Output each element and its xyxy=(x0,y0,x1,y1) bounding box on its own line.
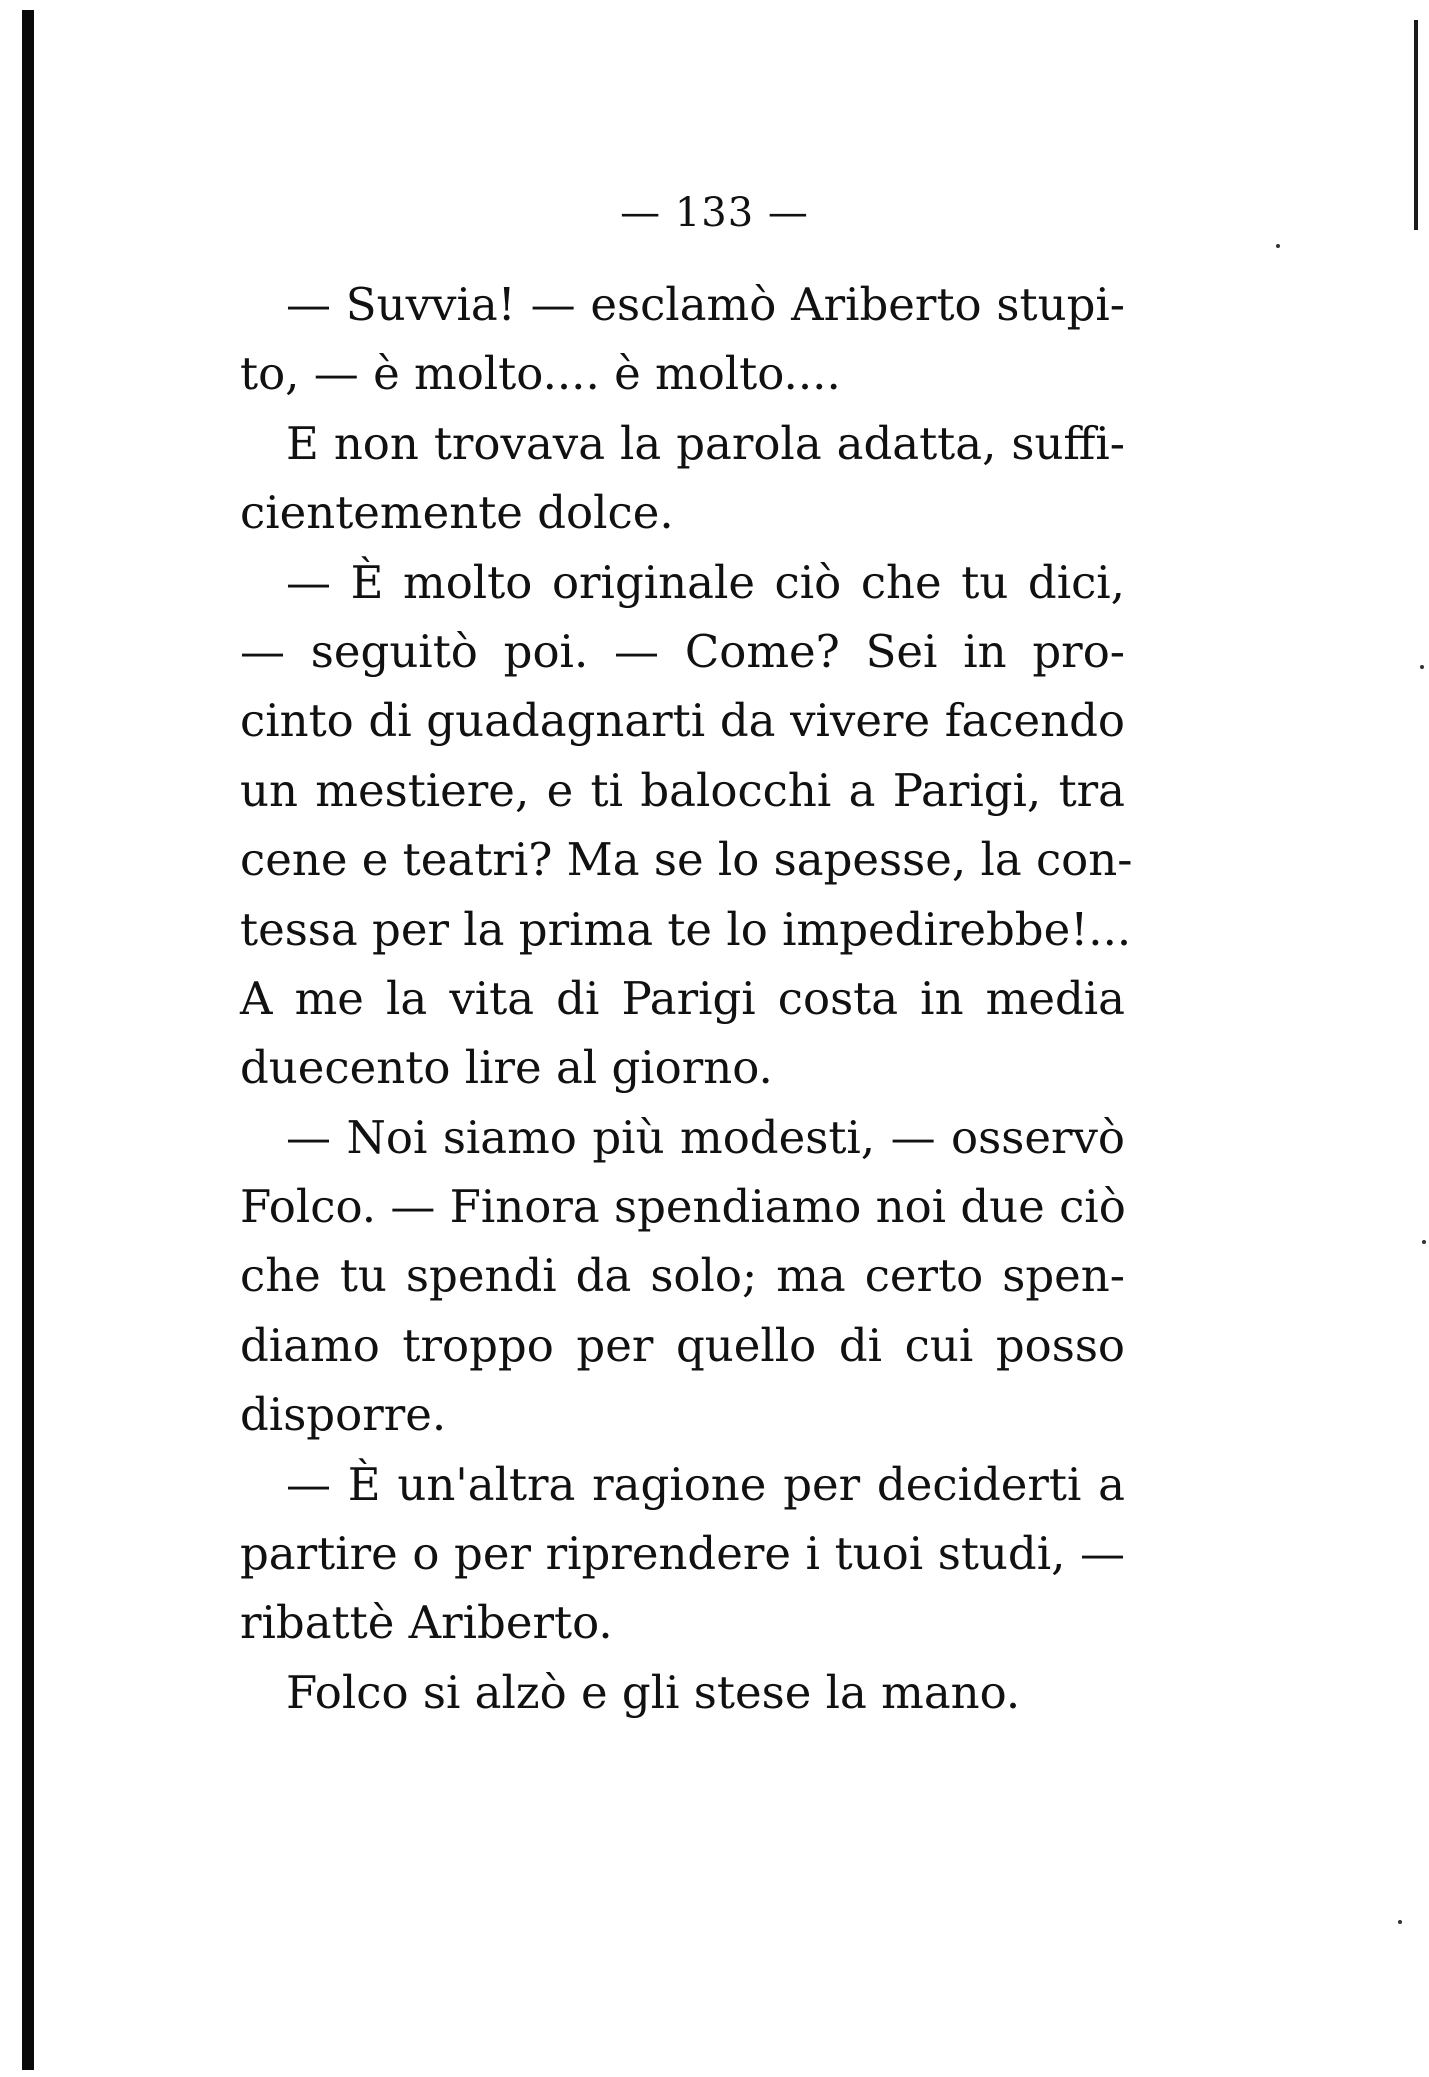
text-line: A me la vita di Parigi costa in media xyxy=(240,971,1125,1025)
scan-speck xyxy=(1276,244,1280,248)
text-line: duecento lire al giorno. xyxy=(240,1041,773,1095)
scan-speck xyxy=(1398,1920,1402,1924)
text-line: cene e teatri? Ma se lo sapesse, la con- xyxy=(240,833,1133,887)
text-line: Folco si alzò e gli stese la mano. xyxy=(286,1665,1021,1719)
book-spine-edge xyxy=(22,10,34,2070)
text-line: — Suvvia! — esclamò Ariberto stupi- xyxy=(286,278,1125,331)
text-line: disporre. xyxy=(240,1388,447,1442)
scan-speck xyxy=(1420,665,1424,669)
text-line: — seguitò poi. — Come? Sei in pro- xyxy=(240,624,1125,678)
scan-speck xyxy=(1422,1240,1426,1244)
text-line: E non trovava la parola adatta, suffi- xyxy=(286,416,1125,470)
body-text xyxy=(240,270,1133,1727)
text-line: Folco. — Finora spendiamo noi due ciò xyxy=(240,1180,1126,1234)
text-line: diamo troppo per quello di cui posso xyxy=(240,1318,1125,1372)
text-line: — Noi siamo più modesti, — osservò xyxy=(286,1110,1125,1164)
text-line: partire o per riprendere i tuoi studi, — xyxy=(240,1527,1125,1581)
text-line: — È un'altra ragione per deciderti a xyxy=(286,1457,1125,1511)
text-line: cientemente dolce. xyxy=(240,486,674,540)
text-line: un mestiere, e ti balocchi a Parigi, tra xyxy=(240,763,1125,817)
text-line: to, — è molto.... è molto.... xyxy=(240,347,841,401)
page-number: — 133 — xyxy=(620,190,809,236)
text-line: che tu spendi da solo; ma certo spen- xyxy=(240,1249,1125,1303)
text-line: cinto di guadagnarti da vivere facendo xyxy=(240,694,1125,748)
text-line: ribattè Ariberto. xyxy=(240,1596,613,1650)
text-line: — È molto originale ciò che tu dici, xyxy=(286,555,1125,609)
text-line: tessa per la prima te lo impedirebbe!... xyxy=(240,902,1132,956)
